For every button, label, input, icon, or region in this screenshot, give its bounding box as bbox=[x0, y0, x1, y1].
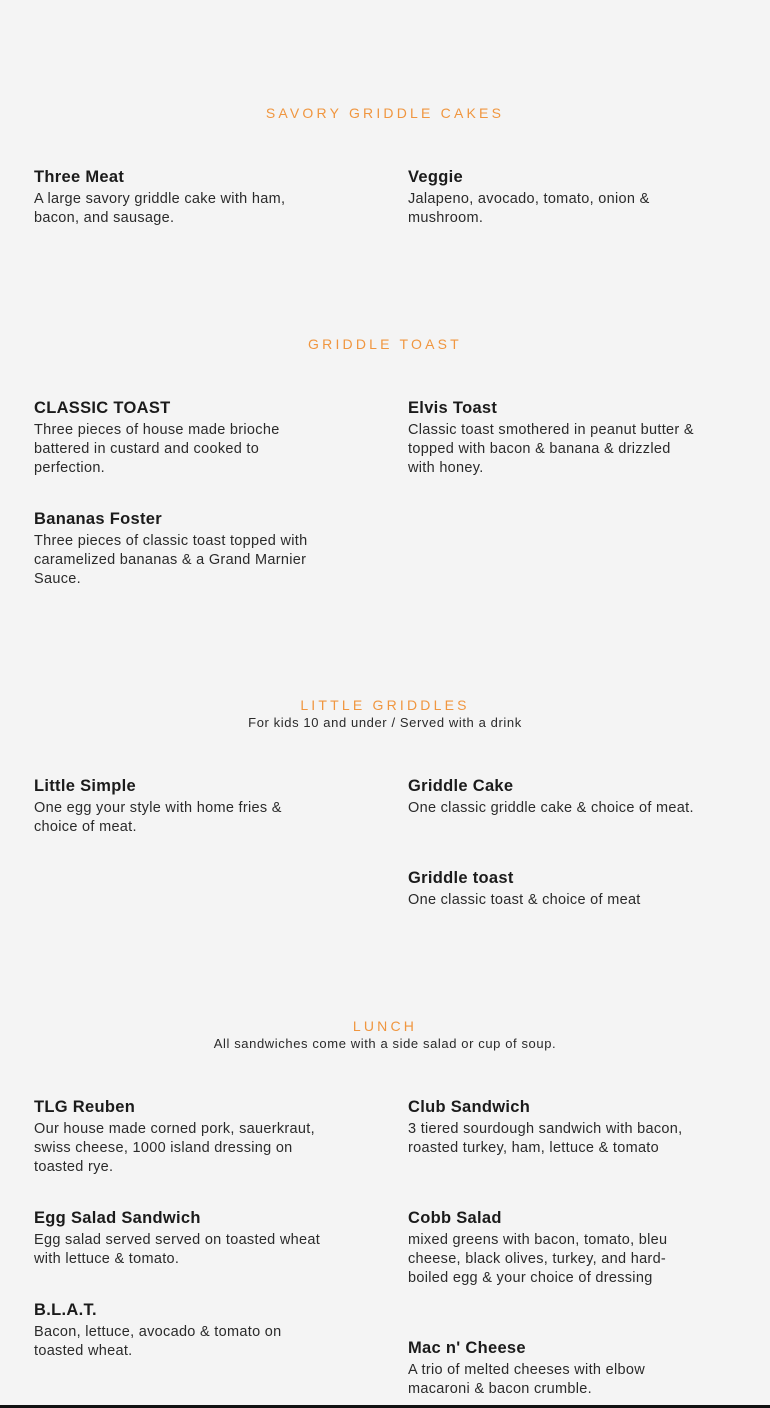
section-subtitle: All sandwiches come with a side salad or cup of soup. bbox=[213, 1036, 557, 1051]
item-name: Mac n' Cheese bbox=[408, 1339, 526, 1357]
item-name: Three Meat bbox=[34, 168, 125, 186]
menu-item bbox=[408, 1096, 698, 1158]
menu-item bbox=[408, 775, 698, 818]
menu-item bbox=[34, 508, 324, 589]
item-name: Griddle Cake bbox=[408, 777, 514, 795]
section-griddle-toast bbox=[0, 335, 770, 353]
item-name: Elvis Toast bbox=[408, 399, 498, 417]
item-description: Bacon, lettuce, avocado & tomato on toasted wheat. bbox=[34, 1324, 282, 1359]
menu-item bbox=[408, 867, 698, 910]
item-name: Little Simple bbox=[34, 777, 136, 795]
item-description: Jalapeno, avocado, tomato, onion & mushroom. bbox=[408, 191, 650, 226]
section-lunch bbox=[0, 1017, 770, 1052]
menu-item bbox=[34, 1207, 324, 1269]
menu-item bbox=[34, 775, 324, 837]
section-subtitle: For kids 10 and under / Served with a drink bbox=[248, 715, 522, 730]
item-description: Three pieces of house made brioche battered in custard and cooked to perfection. bbox=[34, 422, 280, 476]
menu-item bbox=[408, 1207, 698, 1288]
item-description: mixed greens with bacon, tomato, bleu cheese, black olives, turkey, and hard-boiled egg & your choice of dressing bbox=[408, 1232, 668, 1286]
section-title: LUNCH bbox=[352, 1018, 418, 1034]
menu-item bbox=[408, 166, 698, 228]
section-title: SAVORY GRIDDLE CAKES bbox=[265, 105, 505, 121]
item-name: Egg Salad Sandwich bbox=[34, 1209, 201, 1227]
menu-item bbox=[34, 1299, 324, 1361]
item-description: Three pieces of classic toast topped with caramelized bananas & a Grand Marnier Sauce. bbox=[34, 533, 308, 587]
item-description: A large savory griddle cake with ham, bacon, and sausage. bbox=[34, 191, 286, 226]
item-description: 3 tiered sourdough sandwich with bacon, roasted turkey, ham, lettuce & tomato bbox=[408, 1121, 683, 1156]
item-description: One classic toast & choice of meat bbox=[408, 892, 641, 908]
menu-item bbox=[34, 166, 324, 228]
item-description: One classic griddle cake & choice of meat. bbox=[408, 800, 694, 816]
item-name: CLASSIC TOAST bbox=[34, 399, 171, 417]
item-description: Classic toast smothered in peanut butter & topped with bacon & banana & drizzled with honey. bbox=[408, 422, 694, 476]
menu-item bbox=[34, 1096, 324, 1177]
item-description: Our house made corned pork, sauerkraut, swiss cheese, 1000 island dressing on toasted rye. bbox=[34, 1121, 315, 1175]
item-name: TLG Reuben bbox=[34, 1098, 136, 1116]
item-name: B.L.A.T. bbox=[34, 1301, 97, 1319]
item-description: One egg your style with home fries & choice of meat. bbox=[34, 800, 282, 835]
item-name: Bananas Foster bbox=[34, 510, 162, 528]
section-title: GRIDDLE TOAST bbox=[308, 336, 462, 352]
item-name: Veggie bbox=[408, 168, 463, 186]
item-name: Griddle toast bbox=[408, 869, 514, 887]
menu-item bbox=[34, 397, 324, 478]
item-name: Club Sandwich bbox=[408, 1098, 531, 1116]
section-title: LITTLE GRIDDLES bbox=[300, 697, 470, 713]
section-savory-griddle-cakes bbox=[0, 104, 770, 122]
section-little-griddles bbox=[0, 696, 770, 731]
menu-item bbox=[408, 1337, 698, 1399]
item-name: Cobb Salad bbox=[408, 1209, 502, 1227]
menu-item bbox=[408, 397, 698, 478]
item-description: A trio of melted cheeses with elbow macaroni & bacon crumble. bbox=[408, 1362, 645, 1397]
item-description: Egg salad served served on toasted wheat with lettuce & tomato. bbox=[34, 1232, 321, 1267]
